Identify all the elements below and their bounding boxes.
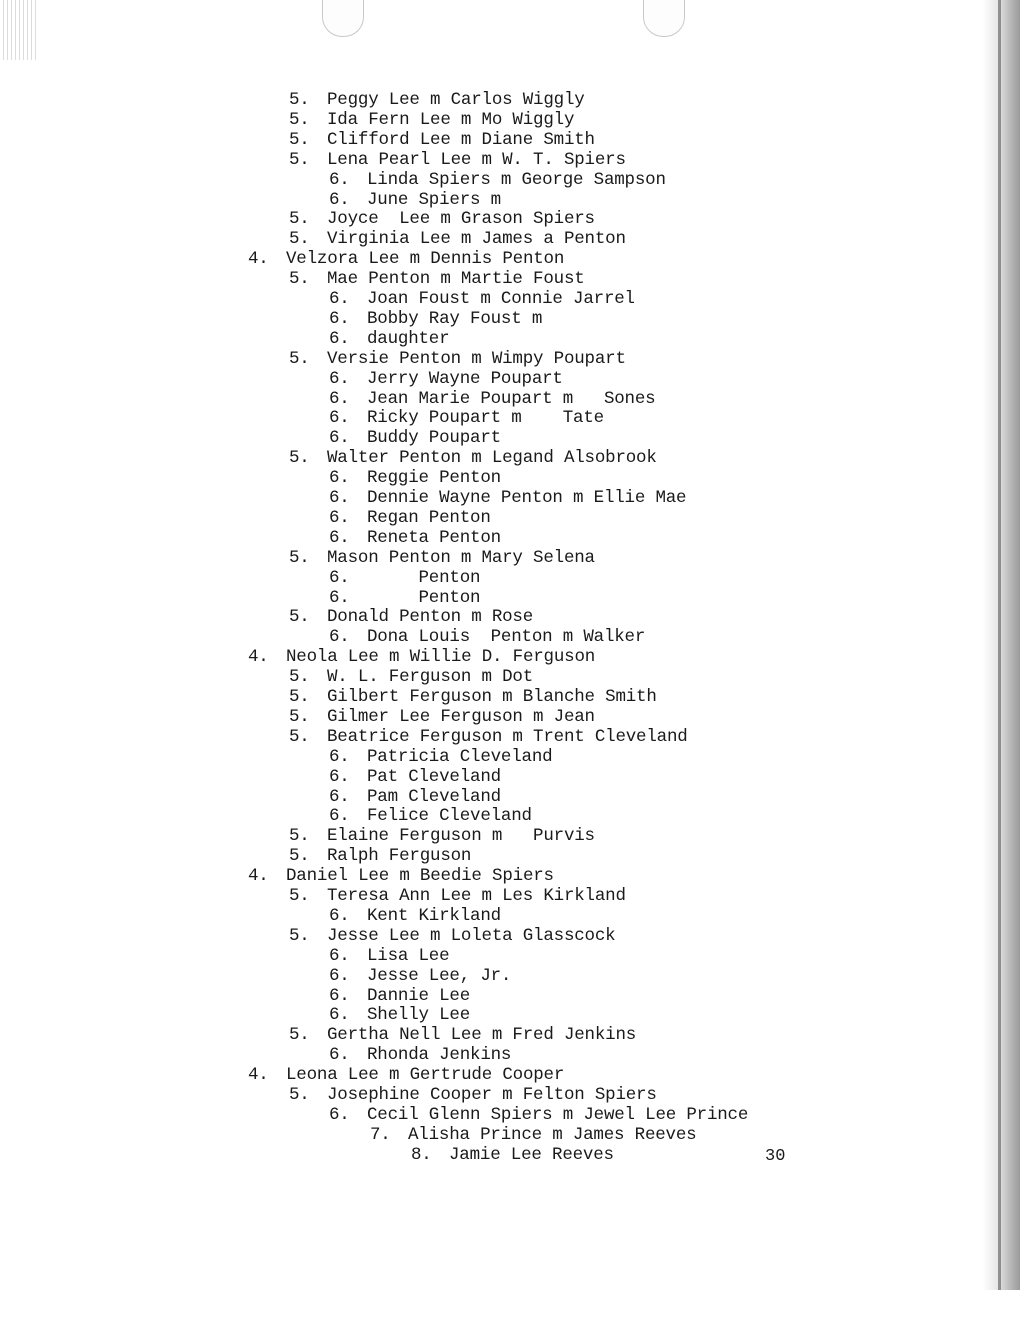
page-number: 30 [765,1147,786,1166]
entry-text: Gilbert Ferguson m Blanche Smith [327,687,657,707]
entry-text: Neola Lee m Willie D. Ferguson [286,647,596,668]
entry-text: Kent Kirkland [367,905,501,926]
generation-number: 5. [289,886,310,906]
generation-number: 5. [289,547,310,568]
generation-number: 8. [411,1144,432,1165]
entry-text: daughter [367,328,450,349]
genealogy-entry [289,846,471,866]
generation-number: 5. [289,826,310,847]
entry-text: Virginia Lee m James a Penton [327,229,626,250]
generation-number: 5. [289,925,310,946]
genealogy-entry [289,707,595,727]
genealogy-entry [329,528,501,548]
generation-number: 5. [289,448,310,469]
genealogy-entry [289,110,574,130]
genealogy-entry [248,866,554,886]
generation-number: 5. [289,269,310,290]
genealogy-entry [289,448,657,468]
generation-number: 5. [289,348,310,369]
genealogy-entry [329,369,563,389]
genealogy-entry [289,269,585,289]
entry-text: Josephine Cooper m Felton Spiers [327,1085,657,1105]
genealogy-entry [248,1065,564,1085]
generation-number: 6. [329,766,350,787]
generation-number: 5. [289,607,310,628]
genealogy-entry [329,408,604,428]
entry-text: Leona Lee m Gertrude Cooper [286,1065,565,1086]
entry-text: Jean Marie Poupart m Sones [367,388,656,409]
genealogy-entry [289,130,595,150]
genealogy-entry [329,389,655,409]
genealogy-entry [329,329,449,349]
genealogy-entry [329,906,501,926]
generation-number: 6. [329,289,350,309]
generation-number: 4. [248,866,269,887]
generation-number: 6. [329,468,350,489]
genealogy-entry [329,627,645,647]
genealogy-entry [329,966,511,986]
genealogy-entry [289,926,615,946]
genealogy-entry [370,1125,696,1145]
genealogy-entry [329,1045,511,1065]
genealogy-entry [329,1105,748,1125]
entry-text: Felice Cleveland [367,806,532,827]
generation-number: 5. [289,1025,310,1046]
generation-number: 5. [289,687,310,707]
generation-number: 5. [289,726,310,747]
entry-text: Shelly Lee [367,1005,471,1026]
genealogy-entry [329,508,491,528]
entry-text: Lisa Lee [367,945,450,966]
genealogy-entry [329,806,532,826]
genealogy-entry [329,170,666,190]
generation-number: 6. [329,806,350,827]
entry-text: Ida Fern Lee m Mo Wiggly [327,109,575,130]
genealogy-entry [289,1025,636,1045]
entry-text: Bobby Ray Foust m [367,308,543,329]
entry-text: Patricia Cleveland [367,746,553,767]
entry-text: Cecil Glenn Spiers m Jewel Lee Prince [367,1104,749,1125]
generation-number: 4. [248,1065,269,1086]
generation-number: 5. [289,109,310,130]
entry-text: Reggie Penton [367,468,501,489]
entry-text: Linda Spiers m George Sampson [367,169,666,190]
entry-text: Lena Pearl Lee m W. T. Spiers [327,149,626,170]
generation-number: 6. [329,985,350,1006]
generation-number: 7. [370,1124,391,1145]
entry-text: Walter Penton m Legand Alsobrook [327,448,657,469]
entry-text: Jamie Lee Reeves [449,1144,614,1165]
genealogy-entry [289,667,533,687]
entry-text: Velzora Lee m Dennis Penton [286,249,565,270]
generation-number: 5. [289,667,310,688]
generation-number: 5. [289,149,310,170]
generation-number: 6. [329,627,350,648]
scan-edge-right [982,0,1020,1290]
genealogy-entry [289,727,688,747]
generation-number: 5. [289,129,310,150]
generation-number: 6. [329,388,350,409]
genealogy-entry [329,787,501,807]
entry-text: Dannie Lee [367,985,471,1006]
entry-text: Pam Cleveland [367,786,501,807]
entry-text: Jesse Lee, Jr. [367,965,512,986]
generation-number: 6. [329,328,350,349]
genealogy-entry [329,468,501,488]
generation-number: 6. [329,1045,350,1066]
generation-number: 6. [329,587,350,608]
generation-number: 5. [289,209,310,230]
entry-text: Dennie Wayne Penton m Ellie Mae [367,488,687,508]
genealogy-entry [329,588,480,608]
entry-text: Beatrice Ferguson m Trent Cleveland [327,726,688,747]
generation-number: 6. [329,507,350,528]
entry-text: W. L. Ferguson m Dot [327,667,534,688]
generation-number: 6. [329,965,350,986]
generation-number: 5. [289,229,310,250]
genealogy-entry [329,747,552,767]
entry-text: Joan Foust m Connie Jarrel [367,289,635,309]
entry-text: Gertha Nell Lee m Fred Jenkins [327,1025,637,1046]
punch-hole-left [322,0,364,37]
genealogy-entry [289,229,626,249]
genealogy-entry [329,190,501,210]
genealogy-entry [248,249,564,269]
generation-number: 6. [329,169,350,190]
entry-text: Clifford Lee m Diane Smith [327,129,595,150]
genealogy-entry [289,349,626,369]
generation-number: 6. [329,945,350,966]
entry-text: Mason Penton m Mary Selena [327,547,595,568]
genealogy-entry [329,309,542,329]
genealogy-entry [329,289,635,309]
entry-text: Regan Penton [367,507,491,528]
entry-text: Jesse Lee m Loleta Glasscock [327,925,616,946]
generation-number: 6. [329,488,350,508]
entry-text: Teresa Ann Lee m Les Kirkland [327,886,626,906]
generation-number: 6. [329,527,350,548]
generation-number: 6. [329,786,350,807]
generation-number: 5. [289,846,310,867]
genealogy-entry [329,488,686,508]
generation-number: 6. [329,189,350,210]
generation-number: 6. [329,1104,350,1125]
generation-number: 5. [289,90,310,110]
generation-number: 6. [329,308,350,329]
entry-text: Mae Penton m Martie Foust [327,269,585,290]
entry-text: Gilmer Lee Ferguson m Jean [327,706,595,727]
entry-text: Penton [367,587,481,608]
genealogy-entry [289,150,626,170]
generation-number: 6. [329,428,350,449]
generation-number: 6. [329,408,350,429]
generation-number: 6. [329,905,350,926]
punch-hole-right [643,0,685,37]
genealogy-entry [411,1145,614,1165]
genealogy-entry [329,1005,470,1025]
generation-number: 5. [289,706,310,727]
genealogy-entry [289,687,657,707]
genealogy-entry [248,647,595,667]
generation-number: 6. [329,368,350,389]
genealogy-entry [289,548,595,568]
generation-number: 4. [248,647,269,668]
generation-number: 5. [289,1085,310,1105]
genealogy-entry [329,946,449,966]
entry-text: Ralph Ferguson [327,846,472,867]
entry-text: Versie Penton m Wimpy Poupart [327,348,626,369]
scan-edge-left [0,0,38,60]
genealogy-entry [289,1085,657,1105]
genealogy-entry [329,568,480,588]
genealogy-entry [329,986,470,1006]
genealogy-entry [289,209,595,229]
genealogy-entry [289,886,626,906]
entry-text: Dona Louis Penton m Walker [367,627,646,648]
generation-number: 6. [329,567,350,588]
genealogy-entry [329,767,501,787]
entry-text: Penton [367,567,481,588]
entry-text: Alisha Prince m James Reeves [408,1124,697,1145]
genealogy-entry [329,428,501,448]
entry-text: Reneta Penton [367,527,501,548]
generation-number: 6. [329,746,350,767]
entry-text: Donald Penton m Rose [327,607,534,628]
entry-text: Elaine Ferguson m Purvis [327,826,595,847]
genealogy-entry [289,607,533,627]
generation-number: 6. [329,1005,350,1026]
entry-text: Buddy Poupart [367,428,501,449]
entry-text: Daniel Lee m Beedie Spiers [286,866,554,887]
entry-text: Pat Cleveland [367,766,501,787]
genealogy-entry [289,826,595,846]
entry-text: Ricky Poupart m Tate [367,408,604,429]
entry-text: June Spiers m [367,189,501,210]
entry-text: Rhonda Jenkins [367,1045,512,1066]
entry-text: Joyce Lee m Grason Spiers [327,209,595,230]
entry-text: Peggy Lee m Carlos Wiggly [327,90,585,110]
entry-text: Jerry Wayne Poupart [367,368,563,389]
generation-number: 4. [248,249,269,270]
genealogy-entry [289,90,585,110]
